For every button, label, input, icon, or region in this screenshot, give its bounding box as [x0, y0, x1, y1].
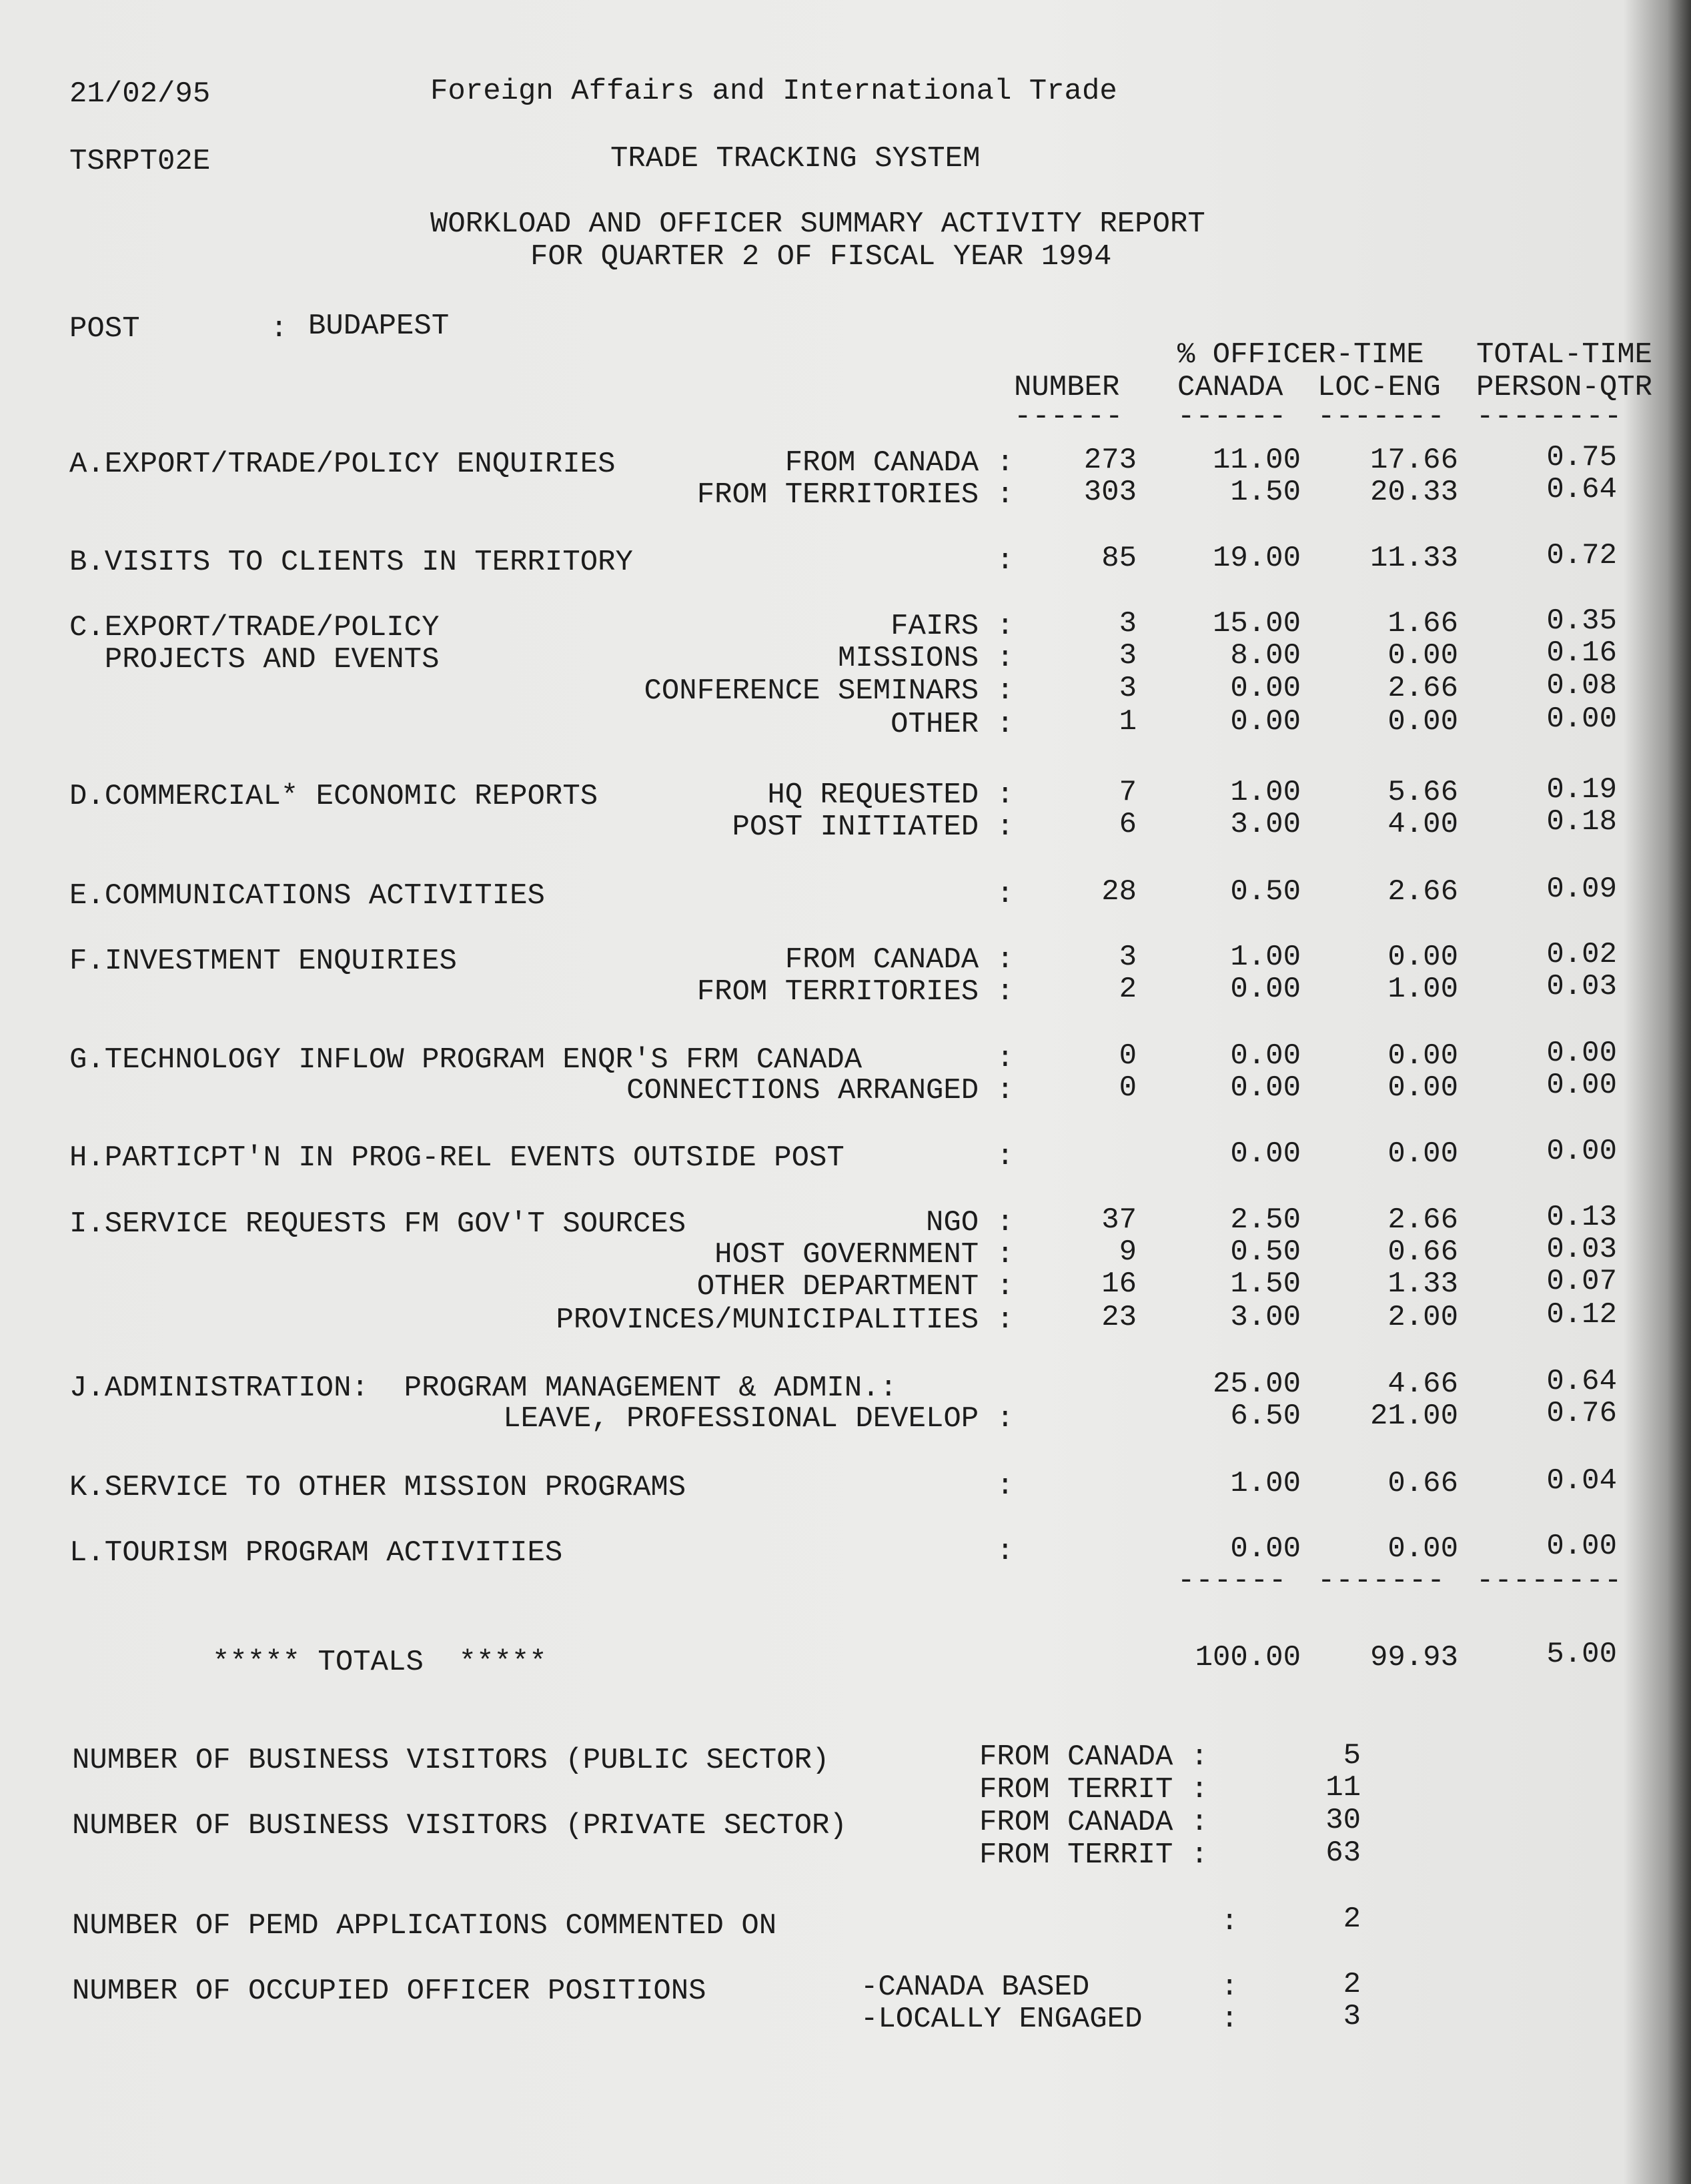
- row-loceng: 0.00: [1387, 639, 1458, 672]
- row-canada: 25.00: [1212, 1368, 1301, 1401]
- person-qtr-header: PERSON-QTR: [1476, 371, 1653, 404]
- row-loceng: 0.00: [1387, 705, 1458, 738]
- number-underline: ------: [1014, 400, 1124, 434]
- row-subcategory: FROM CANADA :: [784, 446, 1014, 480]
- row-subcategory: :: [996, 1535, 1014, 1568]
- row-person-qtr: 0.12: [1546, 1298, 1617, 1331]
- row-person-qtr: 0.08: [1546, 669, 1617, 702]
- row-loceng: 21.00: [1369, 1400, 1458, 1433]
- visitors-public-canada-value: 5: [1343, 1739, 1361, 1772]
- row-person-qtr: 0.64: [1546, 473, 1617, 506]
- row-number: 85: [1101, 542, 1137, 575]
- row-person-qtr: 0.18: [1546, 805, 1617, 839]
- row-subcategory: LEAVE, PROFESSIONAL DEVELOP :: [503, 1402, 1014, 1436]
- row-person-qtr: 0.76: [1546, 1397, 1617, 1430]
- row-loceng: 5.66: [1387, 776, 1458, 809]
- positions-local-type: -LOCALLY ENGAGED: [861, 2003, 1143, 2036]
- row-subcategory: :: [996, 1470, 1014, 1503]
- row-person-qtr: 0.00: [1546, 1069, 1617, 1102]
- report-date: 21/02/95: [69, 77, 211, 111]
- row-subcategory: CONNECTIONS ARRANGED :: [626, 1074, 1014, 1107]
- row-canada: 0.00: [1230, 705, 1301, 738]
- positions-canada-value: 2: [1343, 1968, 1361, 2001]
- visitors-private-canada-from: FROM CANADA :: [979, 1806, 1209, 1839]
- row-number: 3: [1119, 607, 1137, 640]
- row-canada: 0.00: [1230, 973, 1301, 1006]
- row-person-qtr: 0.00: [1546, 1530, 1617, 1563]
- row-canada: 2.50: [1230, 1203, 1301, 1237]
- row-loceng: 0.00: [1387, 1039, 1458, 1073]
- row-number: 3: [1119, 672, 1137, 705]
- row-label: F.INVESTMENT ENQUIRIES: [69, 945, 457, 978]
- system-name: TRADE TRACKING SYSTEM: [610, 142, 981, 175]
- totals-loceng: 99.93: [1369, 1641, 1458, 1674]
- positions-canada-type: -CANADA BASED: [861, 1971, 1090, 2004]
- row-loceng: 0.66: [1387, 1235, 1458, 1269]
- totals-label: ***** TOTALS *****: [212, 1646, 547, 1679]
- row-person-qtr: 0.16: [1546, 636, 1617, 670]
- row-loceng: 0.00: [1387, 941, 1458, 974]
- person-qtr-underline: --------: [1476, 400, 1623, 434]
- pct-officer-time-header: % OFFICER-TIME: [1177, 338, 1424, 372]
- row-number: 2: [1119, 973, 1137, 1006]
- row-canada: 0.00: [1230, 1137, 1301, 1171]
- row-subcategory: PROVINCES/MUNICIPALITIES :: [556, 1303, 1014, 1337]
- totals-pq-underline: --------: [1476, 1564, 1623, 1598]
- row-person-qtr: 0.02: [1546, 938, 1617, 971]
- department-name: Foreign Affairs and International Trade: [430, 75, 1117, 108]
- row-loceng: 20.33: [1369, 476, 1458, 509]
- row-label: PROJECTS AND EVENTS: [69, 643, 440, 676]
- row-canada: 8.00: [1230, 639, 1301, 672]
- totals-loceng-underline: -------: [1317, 1564, 1446, 1598]
- row-loceng: 0.66: [1387, 1467, 1458, 1500]
- row-number: 3: [1119, 639, 1137, 672]
- row-number: 0: [1119, 1071, 1137, 1105]
- row-loceng: 2.00: [1387, 1301, 1458, 1334]
- row-canada: 0.00: [1230, 1532, 1301, 1566]
- row-number: 273: [1083, 444, 1137, 477]
- row-subcategory: FAIRS :: [891, 610, 1014, 643]
- row-loceng: 0.00: [1387, 1532, 1458, 1566]
- row-label: D.COMMERCIAL* ECONOMIC REPORTS: [69, 780, 598, 813]
- loc-eng-header: LOC-ENG: [1317, 371, 1441, 404]
- row-subcategory: FROM TERRITORIES :: [696, 478, 1014, 512]
- row-subcategory: :: [996, 544, 1014, 578]
- row-person-qtr: 0.04: [1546, 1464, 1617, 1498]
- row-number: 1: [1119, 705, 1137, 738]
- row-label: I.SERVICE REQUESTS FM GOV'T SOURCES: [69, 1207, 686, 1241]
- totals-pq: 5.00: [1546, 1638, 1617, 1671]
- row-person-qtr: 0.00: [1546, 1135, 1617, 1168]
- row-label: J.ADMINISTRATION: PROGRAM MANAGEMENT & ADMIN.:: [69, 1372, 898, 1405]
- canada-header: CANADA: [1177, 371, 1283, 404]
- row-label: G.TECHNOLOGY INFLOW PROGRAM ENQR'S FRM CANADA: [69, 1043, 863, 1077]
- row-number: 0: [1119, 1039, 1137, 1073]
- row-person-qtr: 0.00: [1546, 1037, 1617, 1070]
- visitors-public-territ-from: FROM TERRIT :: [979, 1773, 1209, 1806]
- report-subtitle: FOR QUARTER 2 OF FISCAL YEAR 1994: [530, 240, 1112, 274]
- visitors-private-territ-from: FROM TERRIT :: [979, 1838, 1209, 1872]
- pemd-label: NUMBER OF PEMD APPLICATIONS COMMENTED ON: [72, 1909, 777, 1943]
- positions-local-sep: :: [1221, 2003, 1239, 2036]
- row-loceng: 2.66: [1387, 875, 1458, 909]
- row-number: 6: [1119, 808, 1137, 841]
- row-loceng: 1.00: [1387, 973, 1458, 1006]
- row-subcategory: POST INITIATED :: [732, 810, 1014, 844]
- row-number: 9: [1119, 1235, 1137, 1269]
- positions-label: NUMBER OF OCCUPIED OFFICER POSITIONS: [72, 1975, 706, 2008]
- visitors-public-label: NUMBER OF BUSINESS VISITORS (PUBLIC SECTOR): [72, 1744, 830, 1777]
- row-canada: 3.00: [1230, 808, 1301, 841]
- row-label: K.SERVICE TO OTHER MISSION PROGRAMS: [69, 1471, 686, 1504]
- visitors-private-canada-value: 30: [1325, 1804, 1361, 1837]
- row-canada: 1.00: [1230, 776, 1301, 809]
- totals-canada-underline: ------: [1177, 1564, 1287, 1598]
- row-subcategory: CONFERENCE SEMINARS :: [644, 674, 1014, 708]
- row-canada: 0.50: [1230, 1235, 1301, 1269]
- row-label: L.TOURISM PROGRAM ACTIVITIES: [69, 1536, 563, 1570]
- row-canada: 0.00: [1230, 1039, 1301, 1073]
- visitors-public-canada-from: FROM CANADA :: [979, 1740, 1209, 1774]
- row-subcategory: :: [996, 1140, 1014, 1173]
- row-loceng: 0.00: [1387, 1071, 1458, 1105]
- row-subcategory: HQ REQUESTED :: [767, 778, 1014, 812]
- row-label: H.PARTICPT'N IN PROG-REL EVENTS OUTSIDE POST: [69, 1141, 844, 1175]
- row-person-qtr: 0.03: [1546, 970, 1617, 1003]
- row-person-qtr: 0.00: [1546, 702, 1617, 736]
- loc-eng-underline: -------: [1317, 400, 1446, 434]
- row-person-qtr: 0.35: [1546, 604, 1617, 638]
- row-number: 3: [1119, 941, 1137, 974]
- positions-local-value: 3: [1343, 2000, 1361, 2033]
- visitors-private-label: NUMBER OF BUSINESS VISITORS (PRIVATE SECTOR): [72, 1809, 847, 1842]
- positions-canada-sep: :: [1221, 1971, 1239, 2004]
- canada-underline: ------: [1177, 400, 1287, 434]
- pemd-value: 2: [1343, 1902, 1361, 1936]
- post-label: POST: [69, 312, 140, 346]
- row-canada: 1.50: [1230, 1267, 1301, 1301]
- row-loceng: 11.33: [1369, 542, 1458, 575]
- row-person-qtr: 0.07: [1546, 1265, 1617, 1298]
- row-label: B.VISITS TO CLIENTS IN TERRITORY: [69, 546, 633, 579]
- row-loceng: 2.66: [1387, 672, 1458, 705]
- post-value: BUDAPEST: [308, 310, 450, 343]
- row-canada: 0.50: [1230, 875, 1301, 909]
- row-person-qtr: 0.09: [1546, 873, 1617, 906]
- row-number: 303: [1083, 476, 1137, 509]
- row-number: 23: [1101, 1301, 1137, 1334]
- row-loceng: 4.00: [1387, 808, 1458, 841]
- row-loceng: 1.33: [1387, 1267, 1458, 1301]
- row-person-qtr: 0.03: [1546, 1233, 1617, 1266]
- report-title: WORKLOAD AND OFFICER SUMMARY ACTIVITY REPORT: [430, 207, 1205, 241]
- row-label: E.COMMUNICATIONS ACTIVITIES: [69, 879, 545, 913]
- report-code: TSRPT02E: [69, 145, 211, 178]
- row-label: C.EXPORT/TRADE/POLICY: [69, 611, 440, 644]
- row-subcategory: :: [996, 1042, 1014, 1075]
- row-person-qtr: 0.13: [1546, 1201, 1617, 1234]
- row-canada: 1.50: [1230, 476, 1301, 509]
- row-person-qtr: 0.72: [1546, 539, 1617, 572]
- row-subcategory: NGO :: [925, 1206, 1014, 1239]
- row-canada: 19.00: [1212, 542, 1301, 575]
- row-canada: 0.00: [1230, 672, 1301, 705]
- totals-canada: 100.00: [1195, 1641, 1301, 1674]
- row-person-qtr: 0.64: [1546, 1365, 1617, 1398]
- row-canada: 6.50: [1230, 1400, 1301, 1433]
- total-time-header: TOTAL-TIME: [1476, 338, 1653, 372]
- pemd-separator: :: [1221, 1905, 1239, 1939]
- visitors-public-territ-value: 11: [1325, 1771, 1361, 1804]
- row-canada: 1.00: [1230, 941, 1301, 974]
- row-subcategory: HOST GOVERNMENT :: [714, 1238, 1014, 1271]
- row-loceng: 2.66: [1387, 1203, 1458, 1237]
- row-loceng: 4.66: [1387, 1368, 1458, 1401]
- row-loceng: 0.00: [1387, 1137, 1458, 1171]
- number-header: NUMBER: [1014, 371, 1120, 404]
- row-canada: 1.00: [1230, 1467, 1301, 1500]
- row-subcategory: OTHER DEPARTMENT :: [696, 1270, 1014, 1303]
- row-subcategory: MISSIONS :: [837, 642, 1014, 675]
- post-separator: :: [270, 312, 288, 346]
- row-subcategory: FROM CANADA :: [784, 943, 1014, 977]
- row-number: 16: [1101, 1267, 1137, 1301]
- row-loceng: 17.66: [1369, 444, 1458, 477]
- row-canada: 3.00: [1230, 1301, 1301, 1334]
- row-canada: 0.00: [1230, 1071, 1301, 1105]
- row-subcategory: OTHER :: [891, 708, 1014, 741]
- row-label: A.EXPORT/TRADE/POLICY ENQUIRIES: [69, 448, 616, 481]
- visitors-private-territ-value: 63: [1325, 1836, 1361, 1870]
- row-person-qtr: 0.19: [1546, 773, 1617, 806]
- row-number: 7: [1119, 776, 1137, 809]
- row-subcategory: :: [996, 878, 1014, 911]
- row-person-qtr: 0.75: [1546, 441, 1617, 474]
- row-subcategory: FROM TERRITORIES :: [696, 975, 1014, 1009]
- row-canada: 15.00: [1212, 607, 1301, 640]
- row-number: 37: [1101, 1203, 1137, 1237]
- row-loceng: 1.66: [1387, 607, 1458, 640]
- row-canada: 11.00: [1212, 444, 1301, 477]
- row-number: 28: [1101, 875, 1137, 909]
